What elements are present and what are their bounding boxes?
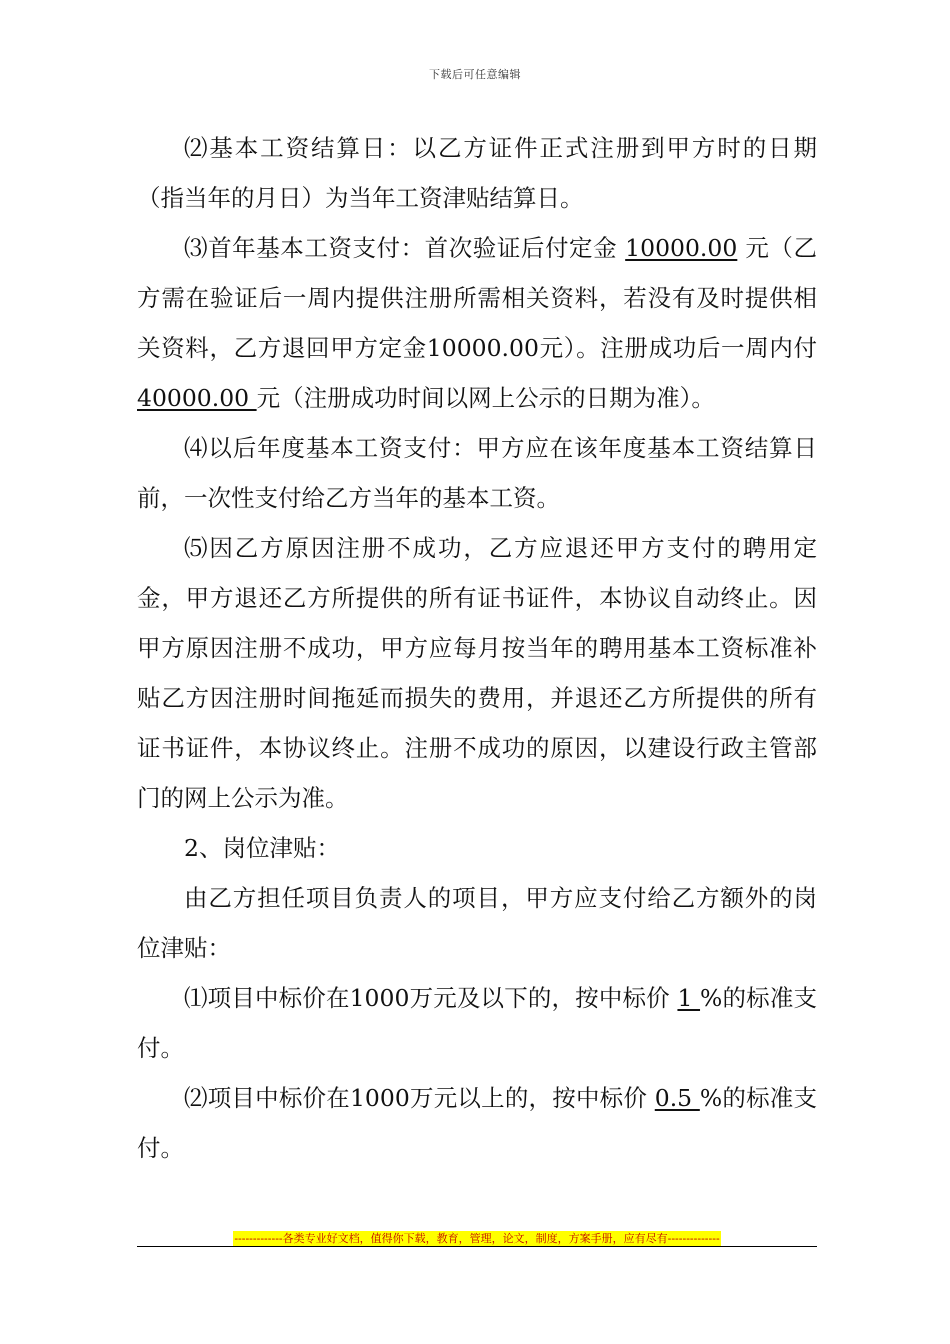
text-segment: ⑶首年基本工资支付：首次验证后付定金 [184, 234, 626, 262]
document-body [137, 123, 817, 1173]
footer-text: -------------各类专业好文档，值得你下载，教育，管理，论文，制度，方案手册，应有尽有-------------- [234, 1232, 720, 1245]
page-header: 下载后可任意编辑 [429, 68, 521, 81]
paragraph-settlement-date: ⑵基本工资结算日：以乙方证件正式注册到甲方时的日期（指当年的月日）为当年工资津贴结算日。 [137, 134, 817, 212]
section-heading-position-allowance: 2、岗位津贴： [184, 834, 340, 862]
text-segment: ⑵项目中标价在1000万元以上的，按中标价 [184, 1084, 655, 1112]
tier-2-rate: 0.5 [654, 1084, 700, 1112]
text-segment: ⑴项目中标价在1000万元及以下的，按中标价 [184, 984, 678, 1012]
paragraph-allowance-intro: 由乙方担任项目负责人的项目，甲方应支付给乙方额外的岗位津贴： [137, 884, 817, 962]
text-segment: %的标准支付。 [137, 984, 817, 1062]
paragraph-later-year-payment: ⑷以后年度基本工资支付：甲方应在该年度基本工资结算日前，一次性支付给乙方当年的基本工资。 [137, 434, 817, 512]
paragraph-allowance-tier-1 [137, 973, 817, 1073]
paragraph-allowance-tier-2 [137, 1073, 817, 1173]
tier-1-rate: 1 [677, 984, 701, 1012]
text-segment: 元（乙方需在验证后一周内提供注册所需相关资料，若没有及时提供相关资料，乙方退回甲方定金10000.00元）。注册成功后一周内付 [137, 234, 817, 362]
paragraph-first-year-payment [137, 223, 817, 423]
registration-payment-amount: 40000.00 [137, 384, 257, 412]
paragraph-registration-failure: ⑸因乙方原因注册不成功，乙方应退还甲方支付的聘用定金，甲方退还乙方所提供的所有证书证件，本协议自动终止。因甲方原因注册不成功，甲方应每月按当年的聘用基本工资标准补贴乙方因注册时间拖延而损失的费用，并退还乙方所提供的所有证书证件，本协议终止。注册不成功的原因，以建设行政主管部门的网上公示为准。 [137, 534, 817, 812]
page-footer [137, 1222, 817, 1247]
deposit-amount: 10000.00 [625, 234, 738, 262]
text-segment: %的标准支付。 [137, 1084, 817, 1162]
text-segment: 元（注册成功时间以网上公示的日期为准）。 [256, 384, 715, 412]
footer-banner [137, 1222, 817, 1246]
